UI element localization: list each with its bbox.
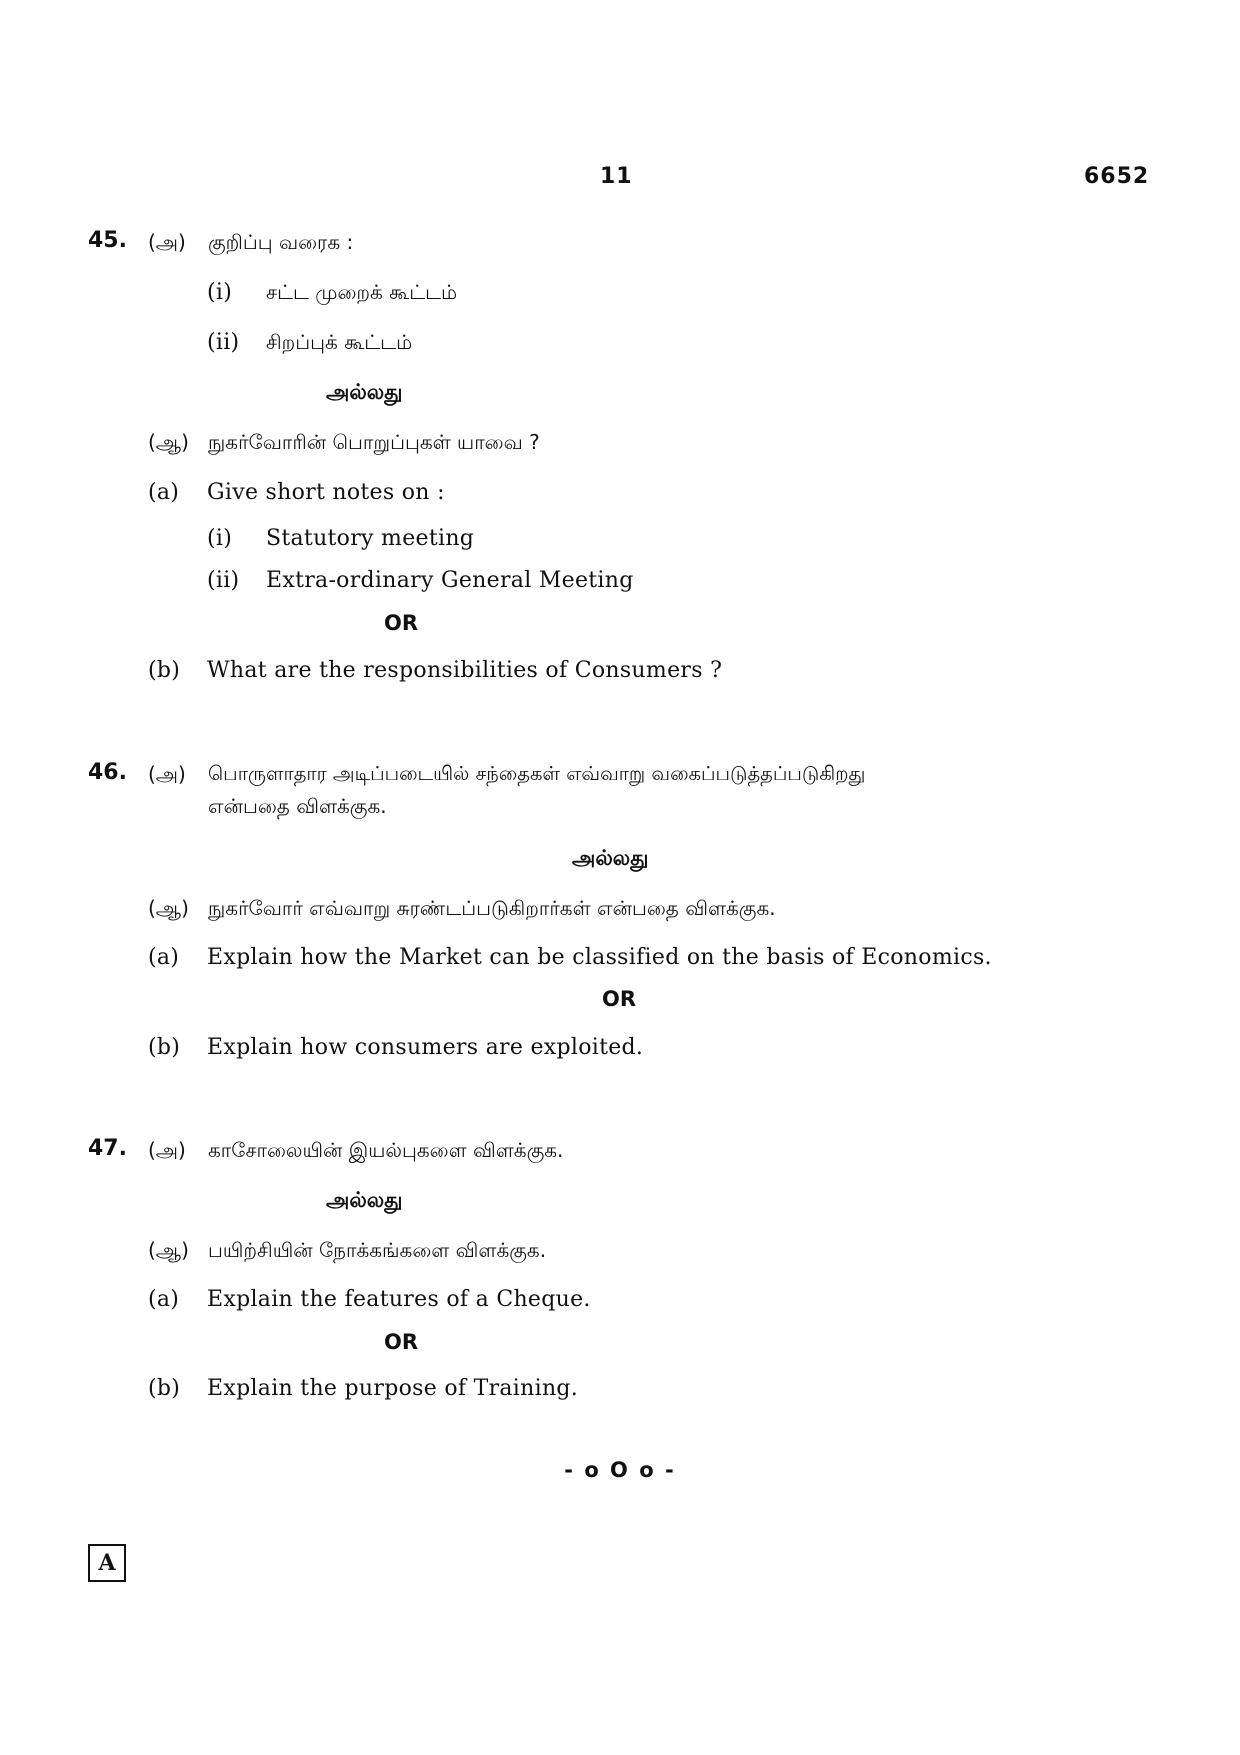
page-number: 11 [600, 164, 633, 189]
option-label: (a) [148, 945, 180, 970]
question-text-tamil-continued: என்பதை விளக்குக. [208, 794, 387, 818]
series-letter-box: A [88, 1544, 126, 1582]
question-number: 45. [88, 228, 127, 253]
subitem-label: (ii) [207, 568, 240, 593]
or-separator-tamil: அல்லது [326, 380, 403, 404]
subitem-label: (ii) [207, 330, 240, 355]
question-text-tamil: பொருளாதார அடிப்படையில் சந்தைகள் எவ்வாறு வகைப்படுத்தப்படுகிறது [208, 762, 866, 785]
subitem-text-tamil: சிறப்புக் கூட்டம் [266, 330, 413, 354]
or-separator: OR [384, 1330, 419, 1354]
option-label: (ஆ) [148, 1238, 189, 1262]
question-text-english: What are the responsibilities of Consumers ? [207, 658, 723, 683]
subitem-label: (i) [207, 526, 233, 551]
option-label: (b) [148, 1376, 181, 1401]
or-separator-tamil: அல்லது [326, 1188, 403, 1212]
option-label: (அ) [148, 762, 186, 786]
question-text-tamil: காசோலையின் இயல்புகளை விளக்குக. [208, 1138, 564, 1162]
option-label: (ஆ) [148, 896, 189, 920]
question-text-tamil: நுகர்வோரின் பொறுப்புகள் யாவை ? [208, 430, 540, 454]
subitem-label: (i) [207, 280, 233, 305]
option-label: (அ) [148, 230, 186, 254]
subitem-text-english: Statutory meeting [266, 526, 475, 551]
paper-code: 6652 [1084, 164, 1150, 189]
question-number: 46. [88, 760, 127, 785]
or-separator-tamil: அல்லது [572, 846, 649, 870]
question-text-tamil: நுகர்வோர் எவ்வாறு சுரண்டப்படுகிறார்கள் என்பதை விளக்குக. [208, 896, 776, 920]
subitem-text-english: Extra-ordinary General Meeting [266, 568, 634, 593]
question-text-english: Explain the features of a Cheque. [207, 1287, 591, 1312]
option-label: (b) [148, 658, 181, 683]
option-label: (a) [148, 480, 180, 505]
question-text-english: Explain how consumers are exploited. [207, 1035, 644, 1060]
subitem-text-tamil: சட்ட முறைக் கூட்டம் [266, 280, 458, 304]
question-text-english: Explain how the Market can be classified on the basis of Economics. [207, 945, 992, 970]
question-text-english: Give short notes on : [207, 480, 445, 505]
question-text-english: Explain the purpose of Training. [207, 1376, 579, 1401]
question-text-tamil: பயிற்சியின் நோக்கங்களை விளக்குக. [208, 1238, 547, 1262]
option-label: (அ) [148, 1138, 186, 1162]
or-separator: OR [602, 987, 637, 1011]
question-number: 47. [88, 1136, 127, 1161]
end-of-paper-mark: - o O o - [564, 1458, 676, 1482]
option-label: (ஆ) [148, 430, 189, 454]
or-separator: OR [384, 611, 419, 635]
option-label: (b) [148, 1035, 181, 1060]
question-text-tamil: குறிப்பு வரைக : [208, 230, 354, 254]
option-label: (a) [148, 1287, 180, 1312]
